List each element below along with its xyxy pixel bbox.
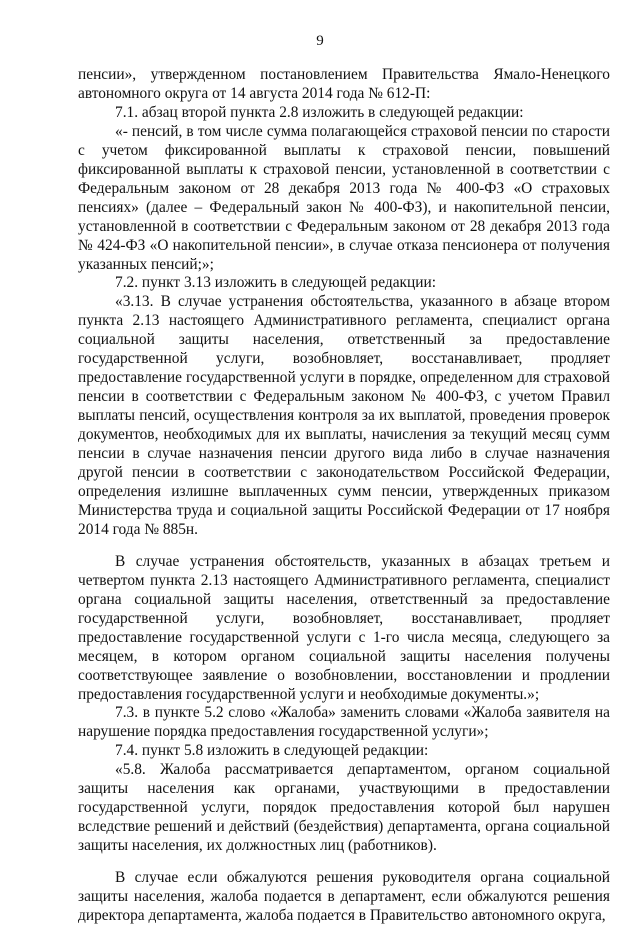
paragraph-item-7-4: 7.4. пункт 5.8 изложить в следующей редакции: <box>115 742 429 760</box>
paragraph-appeal-cases: В случае если обжалуются решения руководителя органа социальной защиты населения, жалоба подается в департамент, если обжалуются решения директора департамента, жалоба подается в Правительство автономного округа, <box>78 869 610 924</box>
paragraph-quote-pensions: «- пенсий, в том числе сумма полагающейся страховой пенсии по старости с учетом фиксированной выплаты к страховой пенсии, повышений фиксированной выплаты к страховой пенсии, установленной в соответствии с Федеральным законом от 28 декабря 2013 года № 400-ФЗ «О страховых пенсиях» (далее – Федеральный закон № 400-ФЗ), и накопительной пенсии, установленной в соответствии с Федеральным законом от 28 декабря 2013 года № 424-ФЗ «О накопительной пенсии», в случае отказа пенсионера от получения указанных пенсий;»; <box>78 122 610 273</box>
document-body <box>78 66 610 926</box>
paragraph-item-7-2: 7.2. пункт 3.13 изложить в следующей редакции: <box>115 274 436 292</box>
paragraph-continuation: пенсии», утвержденном постановлением Правительства Ямало-Ненецкого автономного округа от 14 августа 2014 года № 612-П: <box>78 66 610 102</box>
page-number: 9 <box>316 33 324 49</box>
paragraph-quote-5-8: «5.8. Жалоба рассматривается департаментом, органом социальной защиты населения как органами, участвующими в предоставлении государственной услуги, порядок предоставления которой был нарушен вследствие решений и действий (бездействия) департамента, органа социальной защиты населения, их должностных лиц (работников). <box>78 761 610 855</box>
paragraph-quote-3-13: «3.13. В случае устранения обстоятельства, указанного в абзаце втором пункта 2.13 настоящего Административного регламента, специалист органа социальной защиты населения, ответственный за предоставление государственной услуги, возобновляет, восстанавливает, продляет предоставление государственной услуги в порядке, определенном для страховой пенсии в соответствии с Федеральным законом № 400-ФЗ, с учетом Правил выплаты пенсий, осуществления контроля за их выплатой, проведения проверок документов, необходимых для их выплаты, начисления за текущий месяц сумм пенсии в случае назначения пенсии другого вида либо в случае назначения другой пенсии в соответствии с законодательством Российской Федерации, определения излишне выплаченных сумм пенсии, утвержденных приказом Министерства труда и социальной защиты Российской Федерации от 17 ноября 2014 года № 885н. <box>78 293 610 538</box>
paragraph-item-7-3: 7.3. в пункте 5.2 слово «Жалоба» заменить словами «Жалоба заявителя на нарушение порядка предоставления государственной услуги»; <box>78 704 610 741</box>
paragraph-elimination-circumstances: В случае устранения обстоятельств, указанных в абзацах третьем и четвертом пункта 2.13 настоящего Административного регламента, специалист органа социальной защиты населения, ответственный за предоставление государственной услуги, возобновляет, восстанавливает, продляет предоставление государственной услуги с 1-го числа месяца, следующего за месяцем, в котором органом социальной защиты населения получены соответствующее заявление о возобновлении, восстановлении и продлении предоставления государственной услуги и необходимые документы.»; <box>78 552 610 703</box>
paragraph-item-7-1: 7.1. абзац второй пункта 2.8 изложить в следующей редакции: <box>115 103 524 121</box>
